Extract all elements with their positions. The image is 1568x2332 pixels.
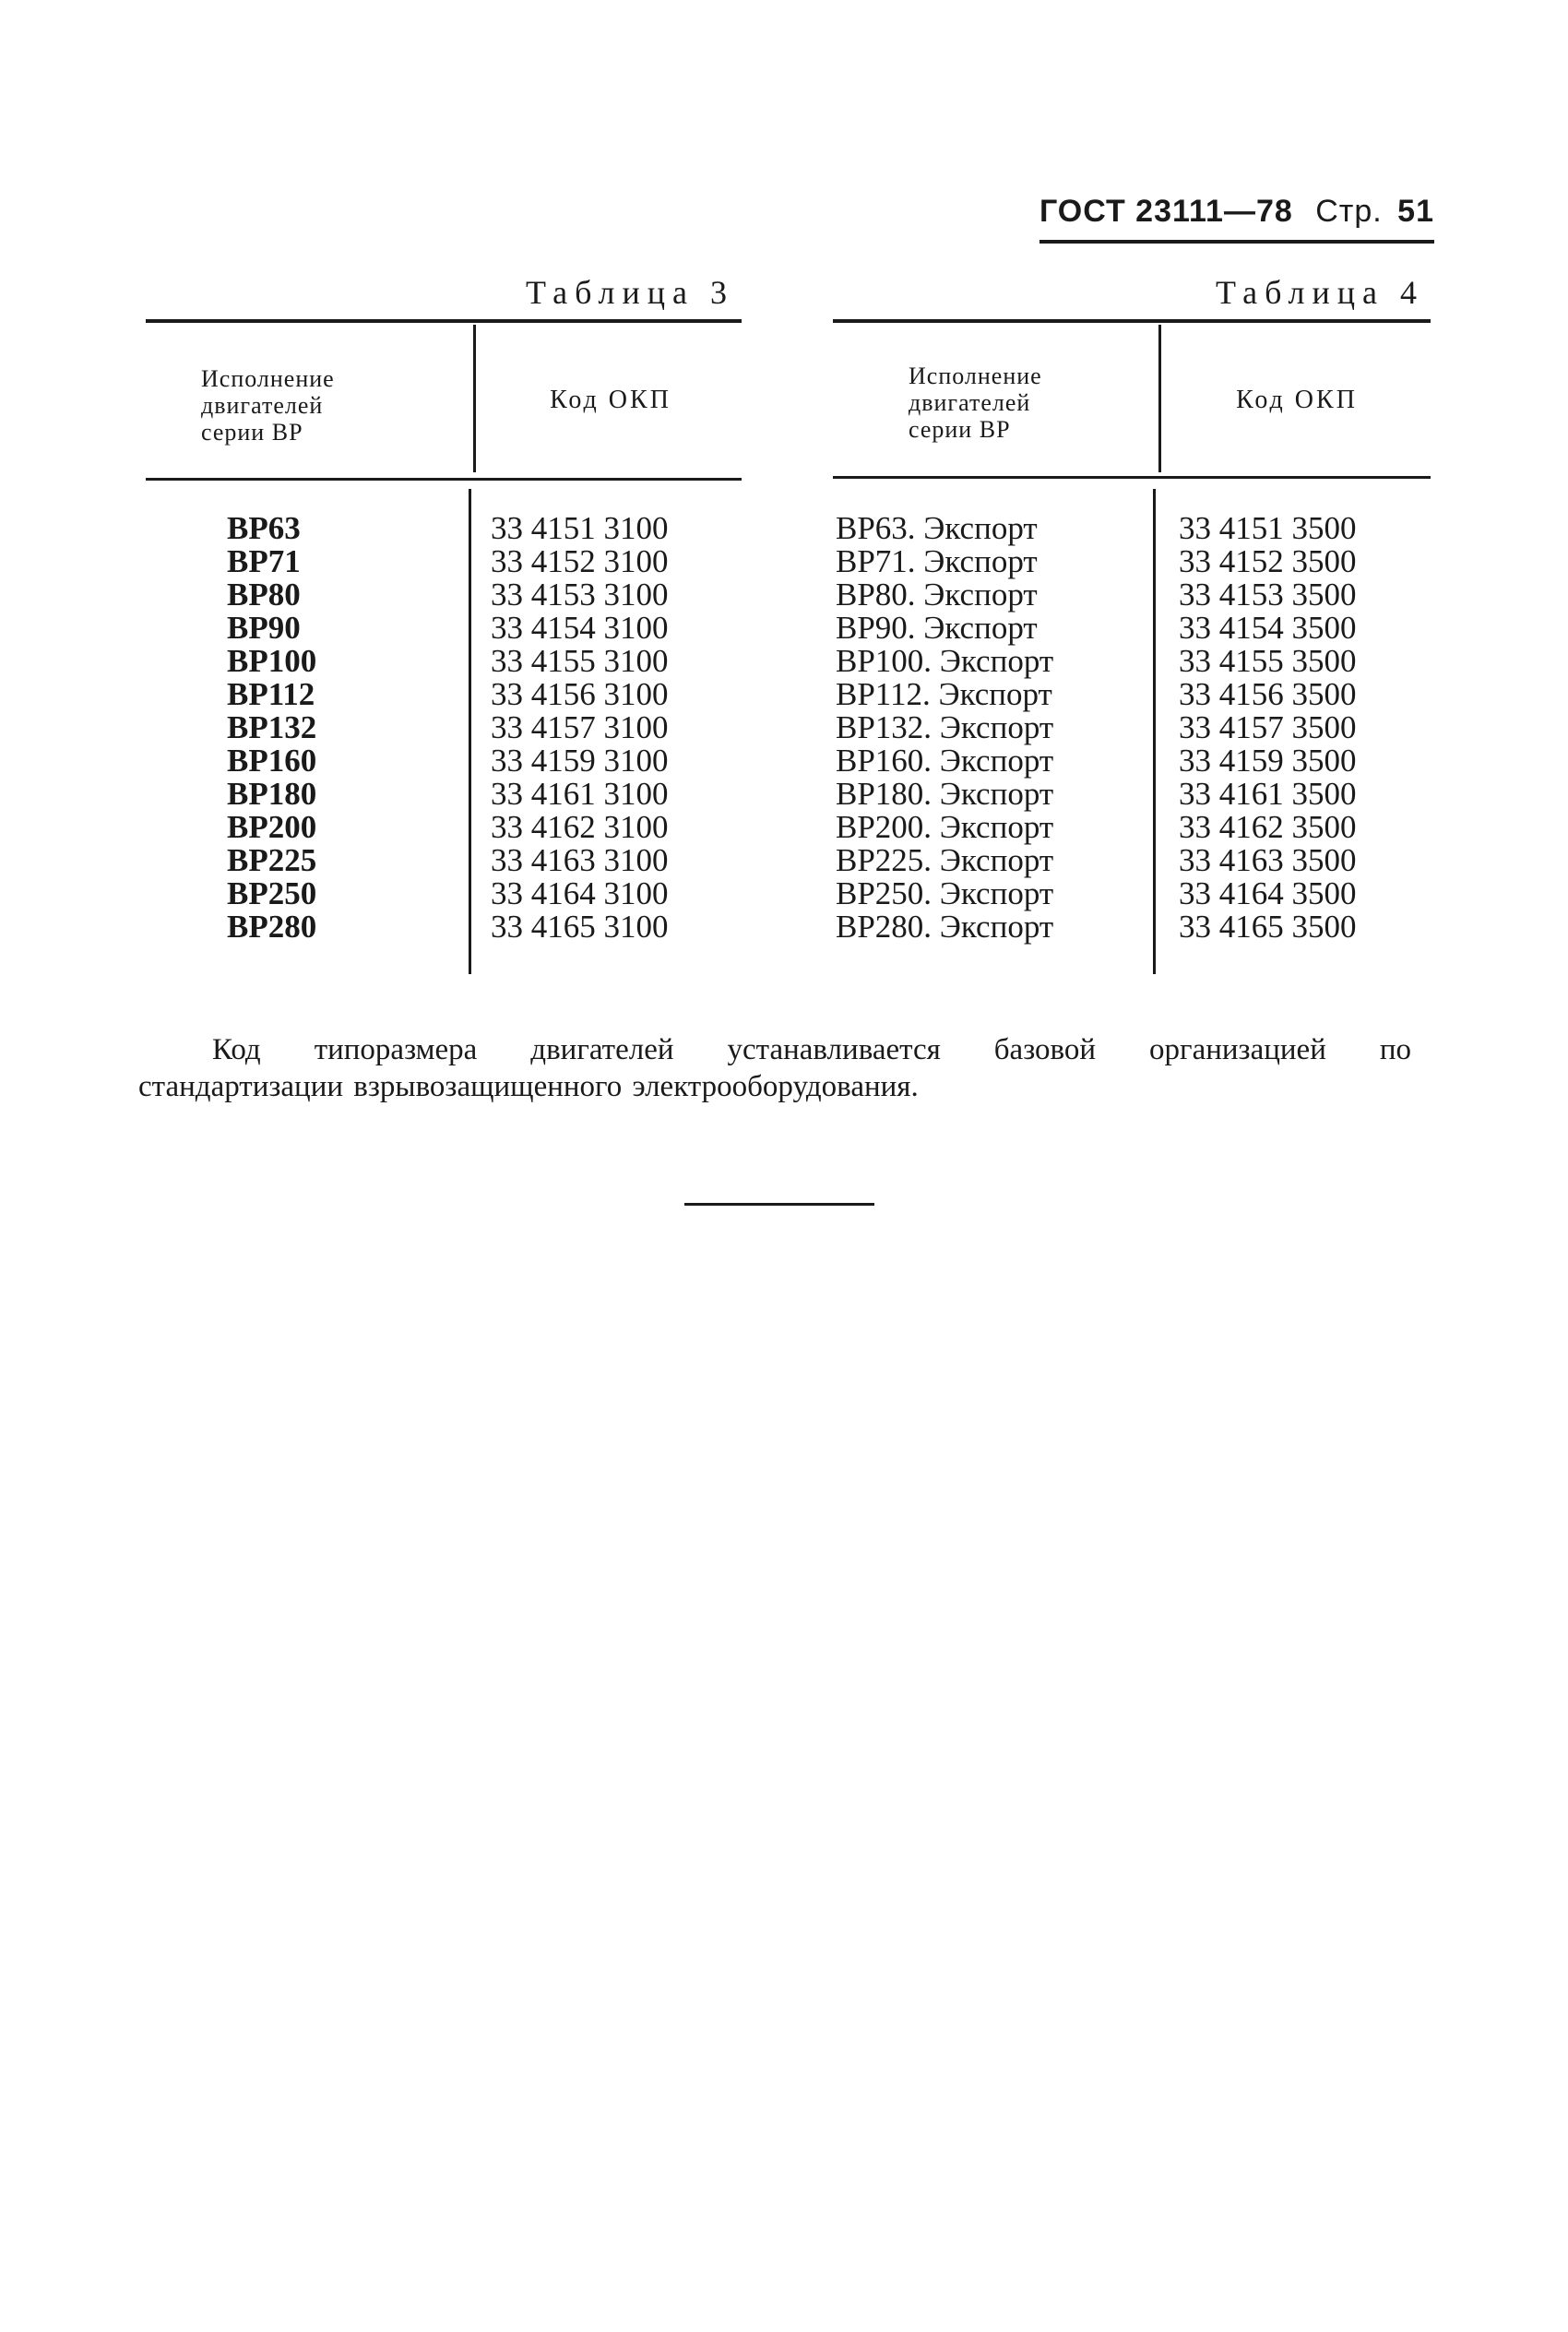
table-cell: 33 4152 3500 bbox=[1179, 543, 1357, 579]
table-cell: 33 4155 3100 bbox=[491, 643, 669, 679]
table-cell: 33 4154 3500 bbox=[1179, 610, 1357, 646]
table-cell: 33 4151 3500 bbox=[1179, 510, 1357, 546]
table-row: ВР160 bbox=[227, 743, 317, 779]
table-row: ВР63. Экспорт bbox=[836, 510, 1038, 546]
table-cell: 33 4159 3100 bbox=[491, 743, 669, 779]
table-4-type-column bbox=[836, 512, 1053, 944]
table-row: ВР132. Экспорт bbox=[836, 709, 1054, 745]
table-row: ВР200. Экспорт bbox=[836, 809, 1054, 845]
table-cell: 33 4156 3500 bbox=[1179, 676, 1357, 712]
table-cell: 33 4154 3100 bbox=[491, 610, 669, 646]
header-rule bbox=[1039, 240, 1434, 244]
standard-number: ГОСТ 23111—78 bbox=[1039, 194, 1293, 229]
table-row: ВР63 bbox=[227, 510, 301, 546]
table-row: ВР112. Экспорт bbox=[836, 676, 1052, 712]
table-3-type-column bbox=[227, 512, 316, 944]
table-cell: 33 4165 3100 bbox=[491, 909, 669, 945]
table-row: ВР90. Экспорт bbox=[836, 610, 1038, 646]
table-4-col2-header: Код ОКП bbox=[1236, 386, 1358, 414]
table-row: ВР160. Экспорт bbox=[836, 743, 1054, 779]
table-cell: 33 4165 3500 bbox=[1179, 909, 1357, 945]
table-3-col2-header: Код ОКП bbox=[550, 386, 671, 414]
page-label: Стр. bbox=[1315, 194, 1383, 229]
table-row: ВР80. Экспорт bbox=[836, 577, 1038, 613]
table-cell: 33 4156 3100 bbox=[491, 676, 669, 712]
table-row: ВР100 bbox=[227, 643, 317, 679]
table-cell: 33 4157 3100 bbox=[491, 709, 669, 745]
table-cell: 33 4153 3100 bbox=[491, 577, 669, 613]
page-header bbox=[1038, 194, 1434, 230]
table-4-header-divider bbox=[1158, 325, 1161, 472]
table-row: ВР225. Экспорт bbox=[836, 842, 1054, 878]
table-row: ВР280. Экспорт bbox=[836, 909, 1054, 945]
table-row: ВР90 bbox=[227, 610, 301, 646]
table-row: ВР100. Экспорт bbox=[836, 643, 1054, 679]
table-4-header-rule bbox=[833, 476, 1431, 479]
table-cell: 33 4163 3100 bbox=[491, 842, 669, 878]
table-cell: 33 4164 3500 bbox=[1179, 875, 1357, 911]
table-row: ВР71 bbox=[227, 543, 301, 579]
table-row: ВР250. Экспорт bbox=[836, 875, 1054, 911]
table-cell: 33 4162 3100 bbox=[491, 809, 669, 845]
table-cell: 33 4151 3100 bbox=[491, 510, 669, 546]
table-4-body-divider bbox=[1153, 489, 1156, 974]
table-cell: 33 4164 3100 bbox=[491, 875, 669, 911]
table-4-code-column bbox=[1179, 512, 1357, 944]
table-row: ВР180. Экспорт bbox=[836, 776, 1054, 812]
table-row: ВР200 bbox=[227, 809, 317, 845]
table-cell: 33 4152 3100 bbox=[491, 543, 669, 579]
table-4-col1-header: Исполнение двигателей серии ВР bbox=[909, 363, 1042, 443]
table-cell: 33 4162 3500 bbox=[1179, 809, 1357, 845]
table-cell: 33 4161 3500 bbox=[1179, 776, 1357, 812]
table-3-body-divider bbox=[469, 489, 471, 974]
table-3-header-rule bbox=[146, 478, 742, 481]
table-cell: 33 4161 3100 bbox=[491, 776, 669, 812]
table-row: ВР180 bbox=[227, 776, 317, 812]
end-rule bbox=[684, 1203, 874, 1206]
table-cell: 33 4163 3500 bbox=[1179, 842, 1357, 878]
table-cell: 33 4157 3500 bbox=[1179, 709, 1357, 745]
table-row: ВР132 bbox=[227, 709, 317, 745]
note-line-2: стандартизации взрывозащищенного электрооборудования. bbox=[138, 1070, 919, 1103]
table-row: ВР280 bbox=[227, 909, 317, 945]
note-paragraph bbox=[138, 1031, 1411, 1105]
table-4-caption: Таблица 4 bbox=[1216, 274, 1424, 311]
page-number: 51 bbox=[1397, 194, 1434, 229]
note-line-1: Код типоразмера двигателей устанавливается базовой организацией по bbox=[212, 1033, 1411, 1066]
table-row: ВР225 bbox=[227, 842, 317, 878]
table-row: ВР112 bbox=[227, 676, 315, 712]
table-3-caption: Таблица 3 bbox=[526, 274, 734, 311]
table-cell: 33 4153 3500 bbox=[1179, 577, 1357, 613]
table-3-top-rule bbox=[146, 319, 742, 323]
table-row: ВР250 bbox=[227, 875, 317, 911]
table-3-header-divider bbox=[473, 325, 476, 472]
table-cell: 33 4159 3500 bbox=[1179, 743, 1357, 779]
table-4-top-rule bbox=[833, 319, 1431, 323]
table-cell: 33 4155 3500 bbox=[1179, 643, 1357, 679]
table-row: ВР80 bbox=[227, 577, 301, 613]
table-3-col1-header: Исполнение двигателей серии ВР bbox=[201, 365, 335, 446]
table-row: ВР71. Экспорт bbox=[836, 543, 1038, 579]
table-3-code-column bbox=[491, 512, 669, 944]
